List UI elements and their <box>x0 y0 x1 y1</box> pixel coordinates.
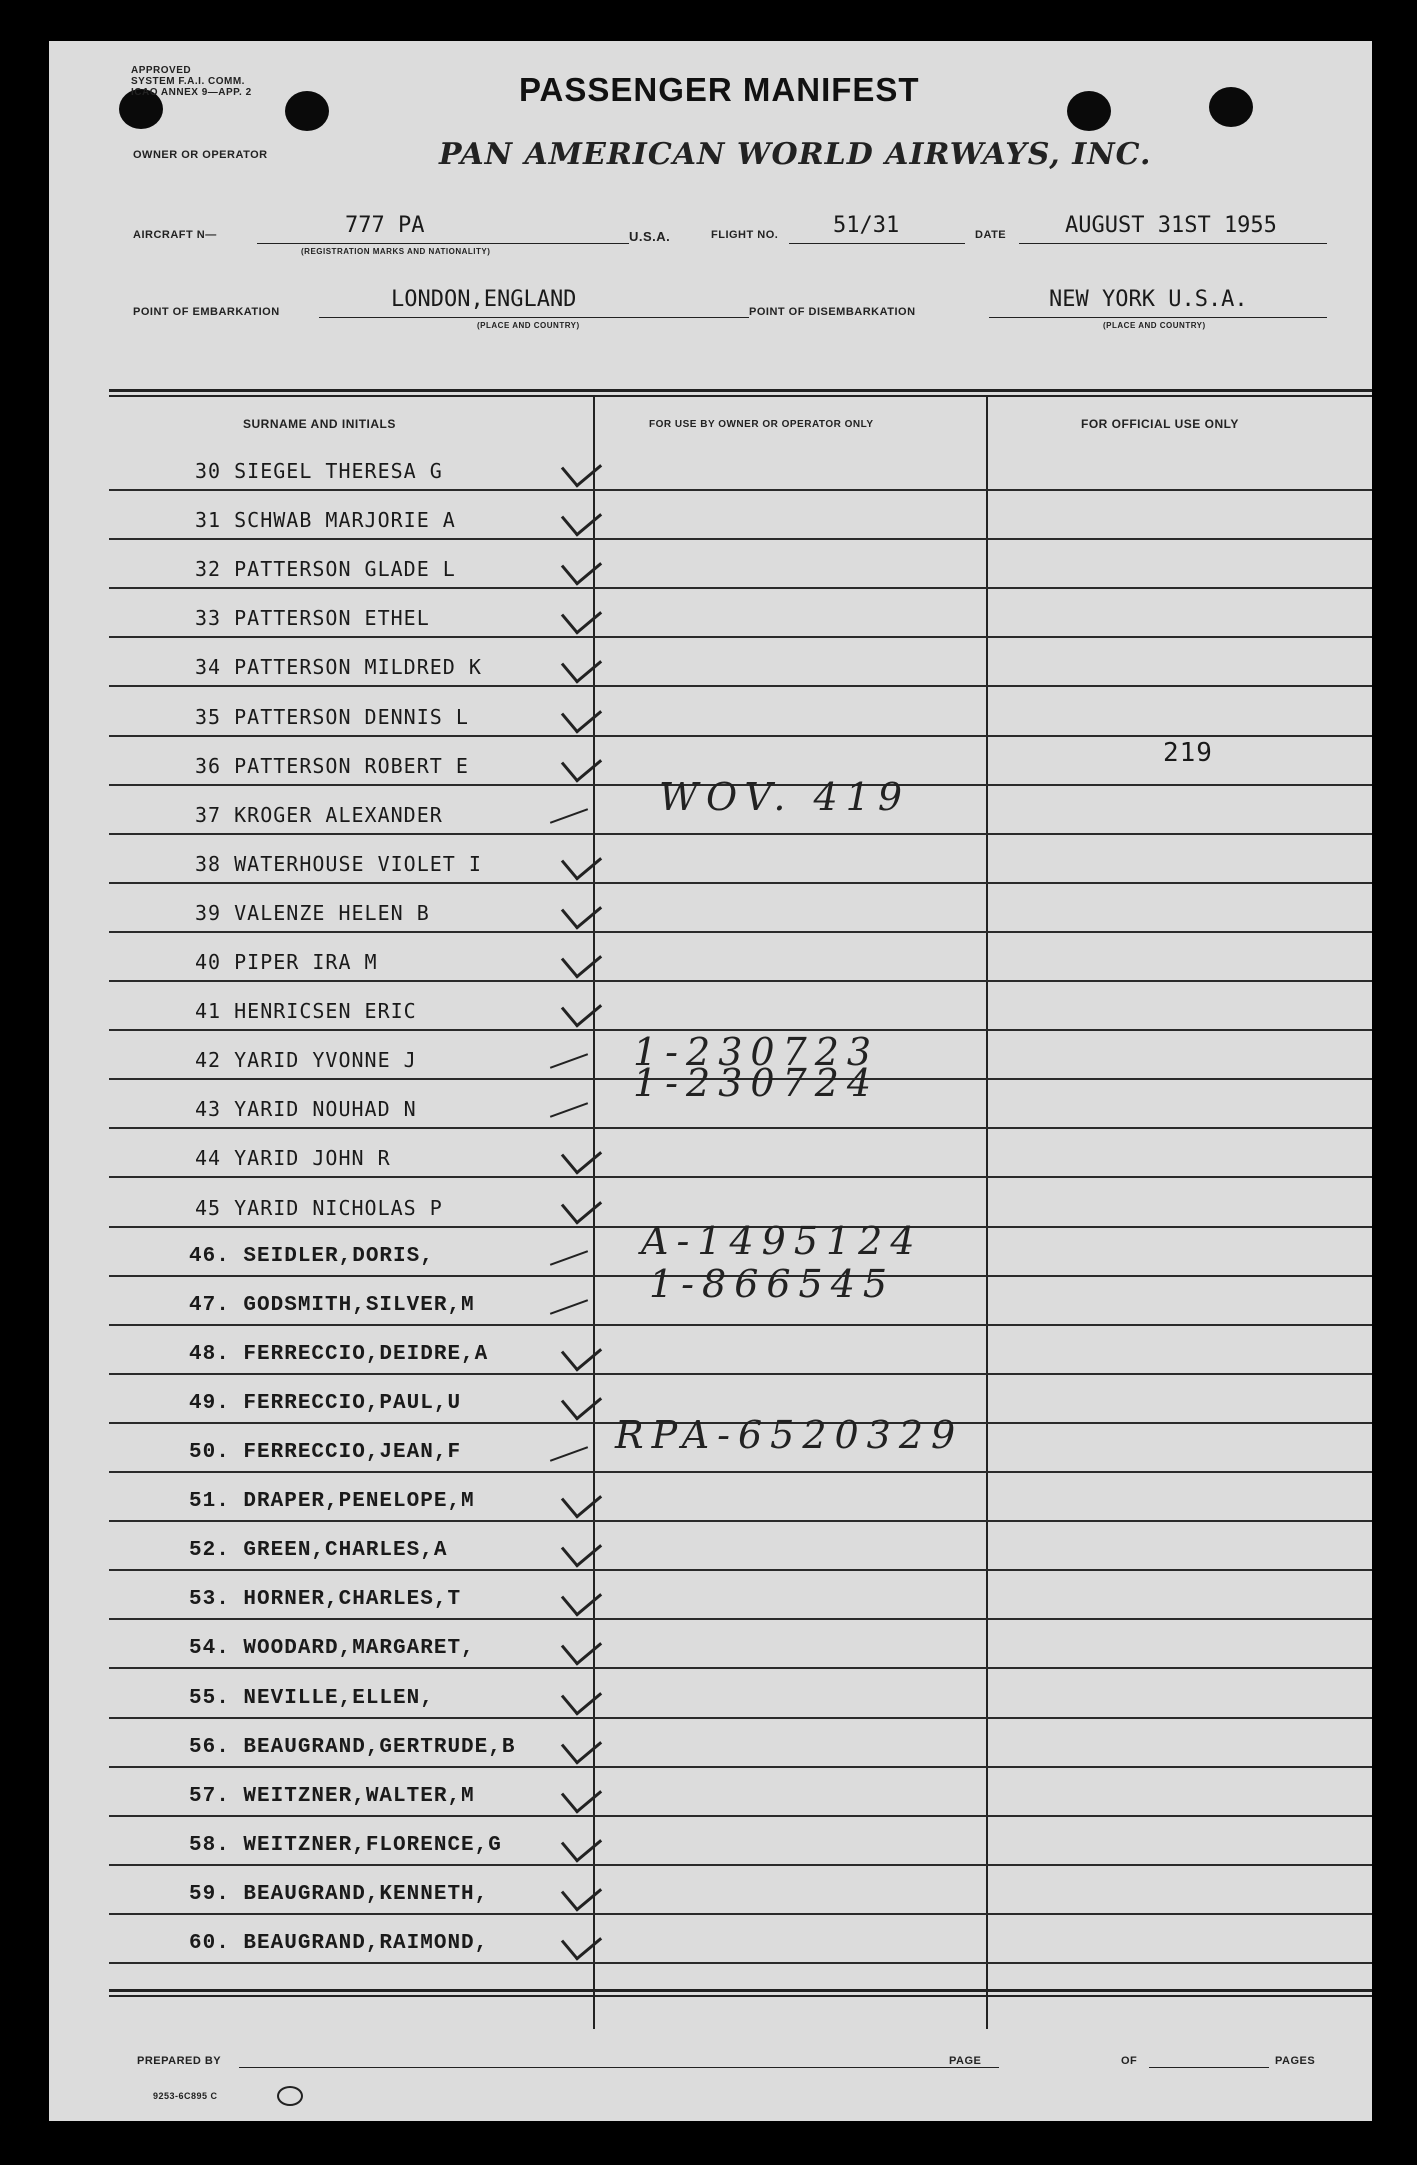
dash-mark <box>550 808 588 824</box>
embark-sub: (PLACE AND COUNTRY) <box>477 321 580 330</box>
of-label: OF <box>1121 2055 1138 2067</box>
union-label-icon <box>277 2086 303 2106</box>
page-label: PAGE <box>949 2055 982 2067</box>
row-rule <box>109 735 1372 737</box>
manifest-sheet <box>49 41 1372 2121</box>
passenger-name: 39 VALENZE HELEN B <box>195 901 430 925</box>
airline-name: PAN AMERICAN WORLD AIRWAYS, INC. <box>439 137 1152 172</box>
passenger-name: 59. BEAUGRAND,KENNETH, <box>189 1883 489 1906</box>
row-rule <box>109 1667 1372 1669</box>
passenger-name: 46. SEIDLER,DORIS, <box>189 1245 434 1268</box>
aircraft-value: 777 PA <box>345 213 425 238</box>
row-rule <box>109 1176 1372 1178</box>
passenger-name: 50. FERRECCIO,JEAN,F <box>189 1441 462 1464</box>
row-rule <box>109 1766 1372 1768</box>
check-mark-icon <box>561 840 602 880</box>
column-header-official-use: FOR OFFICIAL USE ONLY <box>1081 417 1239 431</box>
handwritten-note: 1-230723 <box>633 1030 880 1074</box>
dash-mark <box>550 1299 588 1315</box>
date-label: DATE <box>975 229 1007 241</box>
aircraft-sub: (REGISTRATION MARKS AND NATIONALITY) <box>301 247 491 256</box>
passenger-name: 57. WEITZNER,WALTER,M <box>189 1785 475 1808</box>
column-divider <box>986 395 988 2029</box>
check-mark-icon <box>561 1380 602 1420</box>
row-rule <box>109 489 1372 491</box>
date-value: AUGUST 31ST 1955 <box>1065 213 1277 238</box>
disembark-label: POINT OF DISEMBARKATION <box>749 306 916 318</box>
prepared-label: PREPARED BY <box>137 2055 222 2067</box>
check-mark-icon <box>561 1184 602 1224</box>
passenger-name: 40 PIPER IRA M <box>195 950 378 974</box>
check-mark-icon <box>561 742 602 782</box>
usa-label: U.S.A. <box>629 229 671 244</box>
passenger-name: 42 YARID YVONNE J <box>195 1048 417 1072</box>
approval-stamp: APPROVED SYSTEM F.A.I. COMM. ICAO ANNEX 9—APP. 2 <box>131 65 252 98</box>
handwritten-note: 1-866545 <box>649 1262 896 1306</box>
check-mark-icon <box>561 1527 602 1567</box>
passenger-name: 37 KROGER ALEXANDER <box>195 803 443 827</box>
table-top-rule <box>109 395 1372 397</box>
check-mark-icon <box>561 1134 602 1174</box>
check-mark-icon <box>561 938 602 978</box>
check-mark-icon <box>561 496 602 536</box>
check-mark-icon <box>561 643 602 683</box>
check-mark-icon <box>561 1724 602 1764</box>
passenger-name: 47. GODSMITH,SILVER,M <box>189 1294 475 1317</box>
check-mark-icon <box>561 1871 602 1911</box>
embark-label: POINT OF EMBARKATION <box>133 306 280 318</box>
check-mark-icon <box>561 1331 602 1371</box>
column-header-surname: SURNAME AND INITIALS <box>243 417 396 431</box>
passenger-name: 41 HENRICSEN ERIC <box>195 999 417 1023</box>
row-rule <box>109 1618 1372 1620</box>
row-rule <box>109 882 1372 884</box>
row-rule <box>109 1569 1372 1571</box>
row-rule <box>109 1962 1372 1964</box>
check-mark-icon <box>561 1675 602 1715</box>
disembark-sub: (PLACE AND COUNTRY) <box>1103 321 1206 330</box>
dash-mark <box>550 1102 588 1118</box>
check-mark-icon <box>561 1822 602 1862</box>
check-mark-icon <box>561 1920 602 1960</box>
row-rule <box>109 980 1372 982</box>
row-rule <box>109 1717 1372 1719</box>
row-rule <box>109 1913 1372 1915</box>
row-rule <box>109 1373 1372 1375</box>
passenger-name: 49. FERRECCIO,PAUL,U <box>189 1392 462 1415</box>
date-rule <box>1019 243 1327 244</box>
flight-rule <box>789 243 965 244</box>
check-mark-icon <box>561 545 602 585</box>
passenger-name: 43 YARID NOUHAD N <box>195 1097 417 1121</box>
punch-hole <box>1209 87 1253 127</box>
handwritten-note: 1-230724 <box>633 1061 880 1105</box>
disembark-value: NEW YORK U.S.A. <box>1049 287 1248 312</box>
passenger-name: 51. DRAPER,PENELOPE,M <box>189 1490 475 1513</box>
passenger-name: 60. BEAUGRAND,RAIMOND, <box>189 1932 489 1955</box>
check-mark-icon <box>561 1773 602 1813</box>
row-rule <box>109 1471 1372 1473</box>
handwritten-note: A-1495124 <box>641 1219 923 1263</box>
passenger-name: 45 YARID NICHOLAS P <box>195 1196 443 1220</box>
punch-hole <box>285 91 329 131</box>
check-mark-icon <box>561 693 602 733</box>
row-rule <box>109 1127 1372 1129</box>
dash-mark <box>550 1250 588 1266</box>
handwritten-note: RPA-6520329 <box>615 1413 964 1457</box>
pages-label: PAGES <box>1275 2055 1316 2067</box>
row-rule <box>109 538 1372 540</box>
aircraft-rule <box>257 243 629 244</box>
check-mark-icon <box>561 447 602 487</box>
passenger-name: 30 SIEGEL THERESA G <box>195 459 443 483</box>
row-rule <box>109 931 1372 933</box>
table-bottom-rule <box>109 1995 1372 1997</box>
passenger-name: 36 PATTERSON ROBERT E <box>195 754 469 778</box>
official-note: 219 <box>1163 738 1213 768</box>
passenger-name: 56. BEAUGRAND,GERTRUDE,B <box>189 1736 516 1759</box>
passenger-name: 32 PATTERSON GLADE L <box>195 557 456 581</box>
passenger-name: 33 PATTERSON ETHEL <box>195 606 430 630</box>
column-header-owner-use: FOR USE BY OWNER OR OPERATOR ONLY <box>649 419 874 430</box>
passenger-name: 44 YARID JOHN R <box>195 1146 391 1170</box>
form-code: 9253-6C895 C <box>153 2091 218 2101</box>
check-mark-icon <box>561 1576 602 1616</box>
passenger-name: 58. WEITZNER,FLORENCE,G <box>189 1834 502 1857</box>
passenger-name: 38 WATERHOUSE VIOLET I <box>195 852 482 876</box>
row-rule <box>109 1815 1372 1817</box>
owner-label: OWNER OR OPERATOR <box>133 149 268 161</box>
row-rule <box>109 587 1372 589</box>
handwritten-note: WOV. 419 <box>659 775 911 819</box>
flight-value: 51/31 <box>833 213 900 238</box>
row-rule <box>109 685 1372 687</box>
check-mark-icon <box>561 594 602 634</box>
check-mark-icon <box>561 1478 602 1518</box>
row-rule <box>109 1864 1372 1866</box>
check-mark-icon <box>561 987 602 1027</box>
passenger-name: 48. FERRECCIO,DEIDRE,A <box>189 1343 489 1366</box>
passenger-name: 34 PATTERSON MILDRED K <box>195 655 482 679</box>
dash-mark <box>550 1053 588 1069</box>
of-rule <box>1149 2067 1269 2068</box>
passenger-name: 55. NEVILLE,ELLEN, <box>189 1687 434 1710</box>
embark-rule <box>319 317 749 318</box>
prepared-rule <box>239 2067 999 2068</box>
row-rule <box>109 1324 1372 1326</box>
passenger-name: 31 SCHWAB MARJORIE A <box>195 508 456 532</box>
passenger-name: 52. GREEN,CHARLES,A <box>189 1539 448 1562</box>
passenger-name: 54. WOODARD,MARGARET, <box>189 1637 475 1660</box>
aircraft-label: AIRCRAFT N— <box>133 229 217 241</box>
check-mark-icon <box>561 1625 602 1665</box>
flight-label: FLIGHT NO. <box>711 229 779 241</box>
dash-mark <box>550 1446 588 1462</box>
row-rule <box>109 833 1372 835</box>
embark-value: LONDON,ENGLAND <box>391 287 577 312</box>
table-top-rule <box>109 389 1372 392</box>
passenger-name: 53. HORNER,CHARLES,T <box>189 1588 462 1611</box>
passenger-name: 35 PATTERSON DENNIS L <box>195 705 469 729</box>
disembark-rule <box>989 317 1327 318</box>
row-rule <box>109 636 1372 638</box>
row-rule <box>109 1520 1372 1522</box>
table-bottom-rule <box>109 1989 1372 1992</box>
punch-hole <box>1067 91 1111 131</box>
check-mark-icon <box>561 889 602 929</box>
page-title: PASSENGER MANIFEST <box>519 71 920 108</box>
